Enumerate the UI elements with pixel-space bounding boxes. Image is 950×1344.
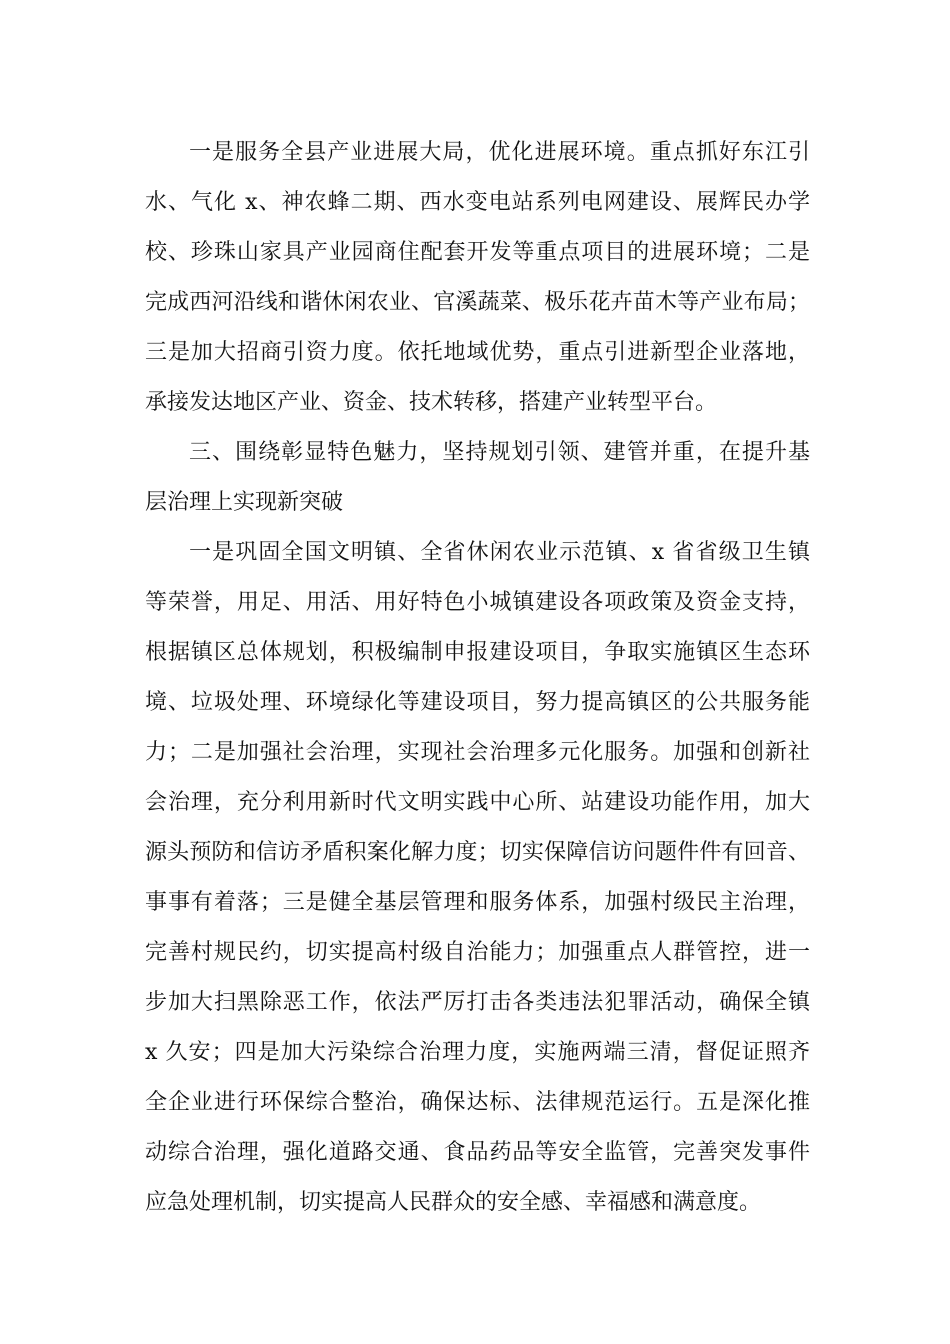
text-line: x 久安；四是加大污染综合治理力度，实施两端三清，督促证照齐 <box>145 1040 810 1065</box>
text-line: 步加大扫黑除恶工作，依法严厉打击各类违法犯罪活动，确保全镇 <box>145 990 810 1015</box>
text-line: 承接发达地区产业、资金、技术转移，搭建产业转型平台。 <box>145 390 718 415</box>
text-line: 等荣誉，用足、用活、用好特色小城镇建设各项政策及资金支持， <box>145 590 810 615</box>
paragraph-industry <box>145 128 810 428</box>
text-line: 事事有着落；三是健全基层管理和服务体系，加强村级民主治理， <box>145 890 810 915</box>
text-line: 根据镇区总体规划，积极编制申报建设项目，争取实施镇区生态环 <box>145 640 810 665</box>
text-line: 动综合治理，强化道路交通、食品药品等安全监管，完善突发事件 <box>145 1140 810 1165</box>
heading-line: 层治理上实现新突破 <box>145 490 344 515</box>
text-line: 力；二是加强社会治理，实现社会治理多元化服务。加强和创新社 <box>145 740 810 765</box>
text-line: 源头预防和信访矛盾积案化解力度；切实保障信访问题件件有回音、 <box>145 840 810 865</box>
heading-line: 三、围绕彰显特色魅力，坚持规划引领、建管并重，在提升基 <box>189 440 810 465</box>
text-line: 全企业进行环保综合整治，确保达标、法律规范运行。五是深化推 <box>145 1090 810 1115</box>
body-text <box>145 128 810 1228</box>
text-line: 一是服务全县产业进展大局，优化进展环境。重点抓好东江引 <box>189 140 810 165</box>
text-line: 境、垃圾处理、环境绿化等建设项目，努力提高镇区的公共服务能 <box>145 690 810 715</box>
text-line: 完成西河沿线和谐休闲农业、官溪蔬菜、极乐花卉苗木等产业布局； <box>145 290 810 315</box>
paragraph-governance <box>145 528 810 1228</box>
text-line: 一是巩固全国文明镇、全省休闲农业示范镇、x 省省级卫生镇 <box>189 540 810 565</box>
text-line: 完善村规民约，切实提高村级自治能力；加强重点人群管控，进一 <box>145 940 810 965</box>
text-line: 应急处理机制，切实提高人民群众的安全感、幸福感和满意度。 <box>145 1190 762 1215</box>
text-line: 会治理，充分利用新时代文明实践中心所、站建设功能作用，加大 <box>145 790 810 815</box>
text-line: 三是加大招商引资力度。依托地域优势，重点引进新型企业落地， <box>145 340 810 365</box>
text-line: 校、珍珠山家具产业园商住配套开发等重点项目的进展环境；二是 <box>145 240 810 265</box>
section-heading-three <box>145 428 810 528</box>
text-line: 水、气化 x、神农蜂二期、西水变电站系列电网建设、展辉民办学 <box>145 190 810 215</box>
